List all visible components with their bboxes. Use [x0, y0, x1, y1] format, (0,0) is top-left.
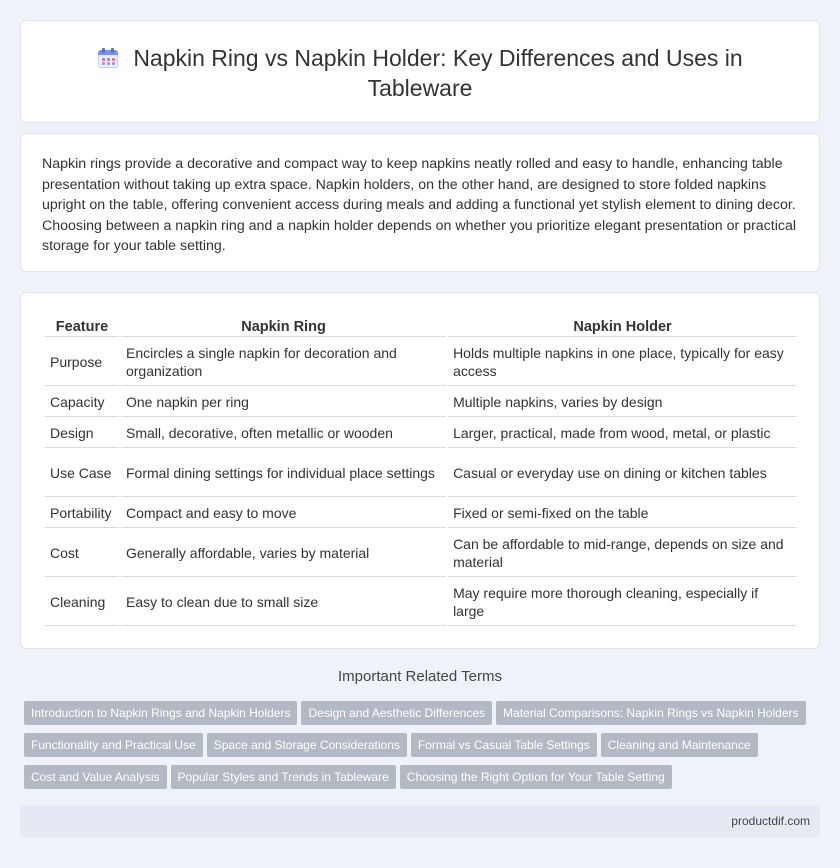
table-row — [45, 579, 797, 626]
header-feature: Feature — [45, 317, 119, 337]
related-term-tag[interactable]: Functionality and Practical Use — [24, 733, 203, 757]
related-term-tag[interactable]: Choosing the Right Option for Your Table Setting — [400, 765, 672, 789]
calendar-icon — [97, 47, 119, 69]
table-row — [45, 530, 797, 577]
page-title-wrap — [21, 43, 819, 103]
feature-cell: Design — [45, 419, 119, 448]
related-term-tag[interactable]: Cleaning and Maintenance — [601, 733, 758, 757]
intro-card — [20, 133, 820, 272]
related-term-tag[interactable]: Design and Aesthetic Differences — [301, 701, 492, 725]
feature-cell: Use Case — [45, 450, 119, 497]
napkin-holder-cell: Multiple napkins, varies by design — [448, 388, 797, 417]
table-row — [45, 499, 797, 528]
napkin-ring-cell: Compact and easy to move — [121, 499, 446, 528]
napkin-ring-cell: Easy to clean due to small size — [121, 579, 446, 626]
footer-site-link[interactable]: productdif.com — [731, 814, 810, 828]
related-terms-list — [24, 701, 824, 797]
feature-cell: Purpose — [45, 339, 119, 386]
table-row — [45, 419, 797, 448]
footer — [20, 805, 820, 837]
feature-cell: Capacity — [45, 388, 119, 417]
napkin-ring-cell: Formal dining settings for individual place settings — [121, 450, 446, 497]
table-row — [45, 339, 797, 386]
napkin-holder-cell: May require more thorough cleaning, especially if large — [448, 579, 797, 626]
feature-cell: Cost — [45, 530, 119, 577]
napkin-holder-cell: Fixed or semi-fixed on the table — [448, 499, 797, 528]
comparison-table — [43, 315, 799, 628]
header-card — [20, 20, 820, 123]
related-term-tag[interactable]: Cost and Value Analysis — [24, 765, 167, 789]
table-row — [45, 388, 797, 417]
napkin-ring-cell: Small, decorative, often metallic or wooden — [121, 419, 446, 448]
comparison-card — [20, 292, 820, 649]
napkin-ring-cell: One napkin per ring — [121, 388, 446, 417]
header-napkin-ring: Napkin Ring — [121, 317, 446, 337]
table-header-row — [45, 317, 797, 337]
related-term-tag[interactable]: Space and Storage Considerations — [207, 733, 407, 757]
related-term-tag[interactable]: Popular Styles and Trends in Tableware — [171, 765, 396, 789]
napkin-holder-cell: Casual or everyday use on dining or kitchen tables — [448, 450, 797, 497]
header-napkin-holder: Napkin Holder — [448, 317, 797, 337]
related-term-tag[interactable]: Material Comparisons: Napkin Rings vs Napkin Holders — [496, 701, 805, 725]
table-row — [45, 450, 797, 497]
related-term-tag[interactable]: Formal vs Casual Table Settings — [411, 733, 597, 757]
napkin-ring-cell: Generally affordable, varies by material — [121, 530, 446, 577]
feature-cell: Cleaning — [45, 579, 119, 626]
feature-cell: Portability — [45, 499, 119, 528]
page-title: Napkin Ring vs Napkin Holder: Key Differences and Uses in Tableware — [133, 45, 743, 101]
napkin-ring-cell: Encircles a single napkin for decoration and organization — [121, 339, 446, 386]
napkin-holder-cell: Holds multiple napkins in one place, typically for easy access — [448, 339, 797, 386]
intro-paragraph: Napkin rings provide a decorative and compact way to keep napkins neatly rolled and easy to handle, enhancing table presentation without taking up extra space. Napkin holders, on the other hand, are designed to store folded napkins upright on the table, offering convenient access during meals and adding a functional yet stylish element to dining decor. Choosing between a napkin ring and a napkin holder depends on whether you prioritize elegant presentation or practical storage for your table setting. — [42, 156, 797, 254]
napkin-holder-cell: Larger, practical, made from wood, metal, or plastic — [448, 419, 797, 448]
napkin-holder-cell: Can be affordable to mid-range, depends on size and material — [448, 530, 797, 577]
related-terms-title: Important Related Terms — [338, 668, 502, 685]
related-term-tag[interactable]: Introduction to Napkin Rings and Napkin Holders — [24, 701, 297, 725]
